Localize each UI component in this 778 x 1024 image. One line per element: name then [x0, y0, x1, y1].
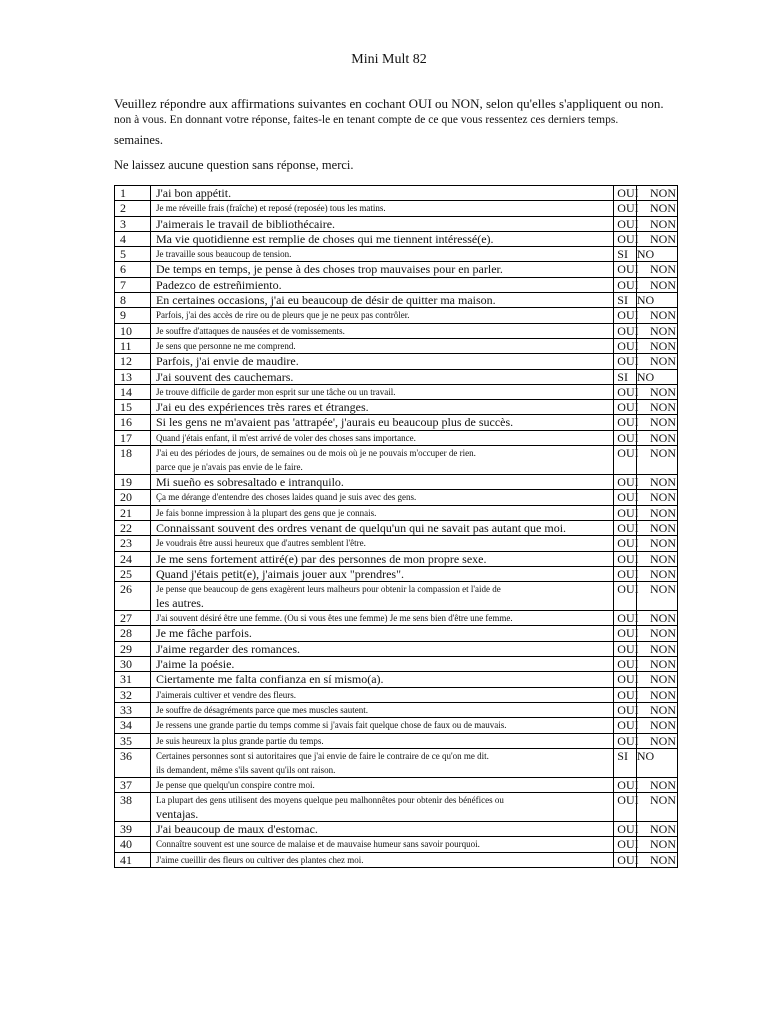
- question-row: [115, 748, 678, 777]
- question-number: 23: [115, 536, 151, 551]
- question-text: Je souffre de désagréments parce que mes muscles sautent.: [150, 702, 613, 717]
- yes-option[interactable]: OUI: [614, 672, 637, 687]
- question-row: [115, 672, 678, 687]
- question-row: [115, 262, 678, 277]
- question-text: Je voudrais être aussi heureux que d'autres semblent l'être.: [150, 536, 613, 551]
- yes-option[interactable]: OUI: [614, 430, 637, 445]
- question-text: Ça me dérange d'entendre des choses laides quand je suis avec des gens.: [150, 490, 613, 505]
- question-row: [115, 520, 678, 535]
- yes-option[interactable]: OUI: [614, 323, 637, 338]
- no-option[interactable]: NON: [636, 384, 677, 399]
- question-number: 26: [115, 582, 151, 611]
- question-number: 24: [115, 551, 151, 566]
- no-option[interactable]: NON: [636, 611, 677, 626]
- yes-option[interactable]: OUI: [614, 446, 637, 475]
- question-text: Padezco de estreñimiento.: [150, 277, 613, 292]
- question-row: [115, 475, 678, 490]
- yes-option[interactable]: OUI: [614, 852, 637, 867]
- question-text: En certaines occasions, j'ai eu beaucoup de désir de quitter ma maison.: [150, 293, 613, 308]
- question-number: 21: [115, 505, 151, 520]
- question-row: [115, 687, 678, 702]
- yes-option[interactable]: OUI: [614, 216, 637, 231]
- question-row: [115, 384, 678, 399]
- question-number: 4: [115, 231, 151, 246]
- no-option[interactable]: NON: [636, 415, 677, 430]
- question-number: 13: [115, 369, 151, 384]
- question-text: J'aime cueillir des fleurs ou cultiver des plantes chez moi.: [150, 852, 613, 867]
- question-number: 16: [115, 415, 151, 430]
- question-text: [150, 582, 613, 611]
- question-text: Ma vie quotidienne est remplie de choses qui me tiennent intéressé(e).: [150, 231, 613, 246]
- no-option[interactable]: NON: [636, 186, 677, 201]
- question-text: J'ai souvent des cauchemars.: [150, 369, 613, 384]
- question-row: [115, 718, 678, 733]
- no-option[interactable]: NON: [636, 687, 677, 702]
- yes-option[interactable]: OUI: [614, 536, 637, 551]
- no-option[interactable]: NON: [636, 201, 677, 216]
- yes-option[interactable]: OUI: [614, 415, 637, 430]
- question-row: [115, 216, 678, 231]
- yes-option[interactable]: SI: [614, 293, 637, 308]
- yes-option[interactable]: OUI: [614, 626, 637, 641]
- question-text: J'aime regarder des romances.: [150, 641, 613, 656]
- question-text: Parfois, j'ai envie de maudire.: [150, 354, 613, 369]
- question-row: [115, 490, 678, 505]
- question-row: [115, 201, 678, 216]
- question-row: [115, 657, 678, 672]
- question-text: Connaître souvent est une source de malaise et de mauvaise humeur sans savoir pourquoi.: [150, 837, 613, 852]
- yes-option[interactable]: OUI: [614, 308, 637, 323]
- question-number: 31: [115, 672, 151, 687]
- question-text: Je suis heureux la plus grande partie du temps.: [150, 733, 613, 748]
- yes-option[interactable]: OUI: [614, 718, 637, 733]
- question-text: J'aimerais cultiver et vendre des fleurs.: [150, 687, 613, 702]
- no-option[interactable]: NON: [636, 262, 677, 277]
- yes-option[interactable]: OUI: [614, 657, 637, 672]
- question-number: 39: [115, 822, 151, 837]
- no-option[interactable]: NON: [636, 308, 677, 323]
- no-option[interactable]: NON: [636, 582, 677, 611]
- question-row: [115, 338, 678, 353]
- no-option[interactable]: NON: [636, 338, 677, 353]
- question-row: [115, 323, 678, 338]
- no-option[interactable]: NON: [636, 702, 677, 717]
- question-text: [150, 748, 613, 777]
- no-option[interactable]: NON: [636, 566, 677, 581]
- yes-option[interactable]: OUI: [614, 475, 637, 490]
- no-option[interactable]: NON: [636, 446, 677, 475]
- question-row: [115, 505, 678, 520]
- yes-option[interactable]: OUI: [614, 505, 637, 520]
- yes-option[interactable]: OUI: [614, 611, 637, 626]
- question-row: [115, 186, 678, 201]
- question-row: [115, 852, 678, 867]
- question-number: 18: [115, 446, 151, 475]
- question-number: 38: [115, 793, 151, 822]
- yes-option[interactable]: OUI: [614, 566, 637, 581]
- instruction-text: Ne laissez aucune question sans réponse, merci.: [114, 158, 354, 172]
- question-row: [115, 611, 678, 626]
- question-number: 5: [115, 247, 151, 262]
- question-row: [115, 582, 678, 611]
- question-number: 6: [115, 262, 151, 277]
- yes-option[interactable]: OUI: [614, 231, 637, 246]
- no-option[interactable]: NON: [636, 657, 677, 672]
- yes-option[interactable]: SI: [614, 748, 637, 777]
- no-option[interactable]: NO: [636, 247, 677, 262]
- yes-option[interactable]: OUI: [614, 262, 637, 277]
- question-number: 1: [115, 186, 151, 201]
- question-text: Je me fâche parfois.: [150, 626, 613, 641]
- question-row: [115, 354, 678, 369]
- question-number: 34: [115, 718, 151, 733]
- question-text: Je sens que personne ne me comprend.: [150, 338, 613, 353]
- question-text: Quand j'étais petit(e), j'aimais jouer aux "prendres".: [150, 566, 613, 581]
- question-row: [115, 702, 678, 717]
- yes-option[interactable]: OUI: [614, 400, 637, 415]
- no-option[interactable]: NON: [636, 626, 677, 641]
- no-option[interactable]: NON: [636, 641, 677, 656]
- question-text: Je me réveille frais (fraîche) et reposé (reposée) tous les matins.: [150, 201, 613, 216]
- question-number: 15: [115, 400, 151, 415]
- question-number: 37: [115, 777, 151, 792]
- question-number: 14: [115, 384, 151, 399]
- question-text: Parfois, j'ai des accès de rire ou de pleurs que je ne peux pas contrôler.: [150, 308, 613, 323]
- question-row: [115, 551, 678, 566]
- question-text: Connaissant souvent des ordres venant de quelqu'un qui ne savait pas autant que moi.: [150, 520, 613, 535]
- yes-option[interactable]: OUI: [614, 733, 637, 748]
- question-row: [115, 641, 678, 656]
- yes-option[interactable]: OUI: [614, 338, 637, 353]
- no-option[interactable]: NON: [636, 536, 677, 551]
- no-option[interactable]: NON: [636, 777, 677, 792]
- yes-option[interactable]: OUI: [614, 793, 637, 822]
- question-row: [115, 231, 678, 246]
- question-row: [115, 793, 678, 822]
- yes-option[interactable]: OUI: [614, 354, 637, 369]
- no-option[interactable]: NON: [636, 718, 677, 733]
- question-number: 22: [115, 520, 151, 535]
- yes-option[interactable]: SI: [614, 369, 637, 384]
- question-text: Je trouve difficile de garder mon esprit sur une tâche ou un travail.: [150, 384, 613, 399]
- question-number: 8: [115, 293, 151, 308]
- yes-option[interactable]: OUI: [614, 837, 637, 852]
- yes-option[interactable]: OUI: [614, 687, 637, 702]
- yes-option[interactable]: OUI: [614, 777, 637, 792]
- no-option[interactable]: NON: [636, 852, 677, 867]
- question-text: J'aimerais le travail de bibliothécaire.: [150, 216, 613, 231]
- yes-option[interactable]: OUI: [614, 551, 637, 566]
- question-number: 40: [115, 837, 151, 852]
- question-text-line1: La plupart des gens utilisent des moyens quelque peu malhonnêtes pour obtenir des bénéfices ou: [155, 795, 504, 806]
- question-number: 9: [115, 308, 151, 323]
- question-text: Quand j'étais enfant, il m'est arrivé de voler des choses sans importance.: [150, 430, 613, 445]
- no-option[interactable]: NON: [636, 400, 677, 415]
- questionnaire-table: [114, 185, 678, 868]
- no-option[interactable]: NON: [636, 520, 677, 535]
- question-number: 35: [115, 733, 151, 748]
- no-option[interactable]: NON: [636, 505, 677, 520]
- yes-option[interactable]: OUI: [614, 582, 637, 611]
- question-number: 33: [115, 702, 151, 717]
- question-text: Je travaille sous beaucoup de tension.: [150, 247, 613, 262]
- yes-option[interactable]: OUI: [614, 490, 637, 505]
- no-option[interactable]: NON: [636, 277, 677, 292]
- intro-line-2: non à vous. En donnant votre réponse, faites-le en tenant compte de ce que vous ressentez ces derniers temps.: [114, 114, 619, 126]
- question-number: 29: [115, 641, 151, 656]
- no-option[interactable]: NON: [636, 551, 677, 566]
- question-row: [115, 626, 678, 641]
- question-number: 2: [115, 201, 151, 216]
- question-text: Je pense que quelqu'un conspire contre moi.: [150, 777, 613, 792]
- question-text: J'aime la poésie.: [150, 657, 613, 672]
- intro-line-1: Veuillez répondre aux affirmations suivantes en cochant OUI ou NON, selon qu'elles s'appliquent ou non.: [114, 96, 664, 111]
- question-number: 11: [115, 338, 151, 353]
- question-text: Je fais bonne impression à la plupart des gens que je connais.: [150, 505, 613, 520]
- question-number: 3: [115, 216, 151, 231]
- question-text: J'ai souvent désiré être une femme. (Ou si vous êtes une femme) Je me sens bien d'être une femme.: [150, 611, 613, 626]
- no-option[interactable]: NON: [636, 231, 677, 246]
- question-text: Je ressens une grande partie du temps comme si j'avais fait quelque chose de faux ou de mauvais.: [150, 718, 613, 733]
- question-text: Je souffre d'attaques de nausées et de vomissements.: [150, 323, 613, 338]
- yes-option[interactable]: SI: [614, 247, 637, 262]
- question-text: Je me sens fortement attiré(e) par des personnes de mon propre sexe.: [150, 551, 613, 566]
- question-row: [115, 277, 678, 292]
- no-option[interactable]: NON: [636, 837, 677, 852]
- question-text: De temps en temps, je pense à des choses trop mauvaises pour en parler.: [150, 262, 613, 277]
- question-row: [115, 822, 678, 837]
- no-option[interactable]: NON: [636, 323, 677, 338]
- question-row: [115, 446, 678, 475]
- question-text-line1: J'ai eu des périodes de jours, de semaines ou de mois où je ne pouvais m'occuper de rien.: [155, 448, 476, 459]
- no-option[interactable]: NON: [636, 216, 677, 231]
- question-number: 7: [115, 277, 151, 292]
- question-text: [150, 446, 613, 475]
- no-option[interactable]: NON: [636, 822, 677, 837]
- question-text: Ciertamente me falta confianza en sí mismo(a).: [150, 672, 613, 687]
- question-text-line1: Certaines personnes sont si autoritaires que j'ai envie de faire le contraire de ce qu'on me dit.: [155, 750, 489, 761]
- yes-option[interactable]: OUI: [614, 384, 637, 399]
- yes-option[interactable]: OUI: [614, 702, 637, 717]
- no-option[interactable]: NON: [636, 793, 677, 822]
- question-number: 12: [115, 354, 151, 369]
- question-row: [115, 777, 678, 792]
- yes-option[interactable]: OUI: [614, 822, 637, 837]
- page-title: Mini Mult 82: [351, 52, 427, 67]
- question-row: [115, 247, 678, 262]
- no-option[interactable]: NON: [636, 672, 677, 687]
- yes-option[interactable]: OUI: [614, 641, 637, 656]
- question-row: [115, 837, 678, 852]
- no-option[interactable]: NO: [636, 748, 677, 777]
- question-row: [115, 369, 678, 384]
- question-number: 27: [115, 611, 151, 626]
- no-option[interactable]: NO: [636, 369, 677, 384]
- no-option[interactable]: NO: [636, 293, 677, 308]
- question-number: 25: [115, 566, 151, 581]
- question-number: 10: [115, 323, 151, 338]
- question-number: 17: [115, 430, 151, 445]
- no-option[interactable]: NON: [636, 733, 677, 748]
- question-text: Si les gens ne m'avaient pas 'attrapée', j'aurais eu beaucoup plus de succès.: [150, 415, 613, 430]
- question-number: 28: [115, 626, 151, 641]
- no-option[interactable]: NON: [636, 354, 677, 369]
- question-row: [115, 308, 678, 323]
- question-text-line1: Je pense que beaucoup de gens exagèrent leurs malheurs pour obtenir la compassion et l'aide de: [155, 584, 501, 595]
- question-number: 19: [115, 475, 151, 490]
- question-row: [115, 415, 678, 430]
- question-row: [115, 430, 678, 445]
- question-number: 20: [115, 490, 151, 505]
- yes-option[interactable]: OUI: [614, 277, 637, 292]
- question-number: 36: [115, 748, 151, 777]
- question-text-line2: ventajas.: [155, 807, 199, 822]
- question-text: J'ai bon appétit.: [150, 186, 613, 201]
- no-option[interactable]: NON: [636, 430, 677, 445]
- question-row: [115, 293, 678, 308]
- question-row: [115, 566, 678, 581]
- question-text-line2: les autres.: [155, 596, 204, 611]
- question-text: J'ai eu des expériences très rares et étranges.: [150, 400, 613, 415]
- question-row: [115, 536, 678, 551]
- question-text-line2: ils demandent, même s'ils savent qu'ils ont raison.: [155, 764, 336, 775]
- question-text: Mi sueño es sobresaltado e intranquilo.: [150, 475, 613, 490]
- question-row: [115, 400, 678, 415]
- question-number: 41: [115, 852, 151, 867]
- question-number: 30: [115, 657, 151, 672]
- intro-line-3: semaines.: [114, 133, 163, 147]
- no-option[interactable]: NON: [636, 490, 677, 505]
- question-text: [150, 793, 613, 822]
- question-text: J'ai beaucoup de maux d'estomac.: [150, 822, 613, 837]
- question-row: [115, 733, 678, 748]
- no-option[interactable]: NON: [636, 475, 677, 490]
- yes-option[interactable]: OUI: [614, 201, 637, 216]
- question-text-line2: parce que je n'avais pas envie de le faire.: [155, 462, 303, 473]
- question-number: 32: [115, 687, 151, 702]
- yes-option[interactable]: OUI: [614, 520, 637, 535]
- yes-option[interactable]: OUI: [614, 186, 637, 201]
